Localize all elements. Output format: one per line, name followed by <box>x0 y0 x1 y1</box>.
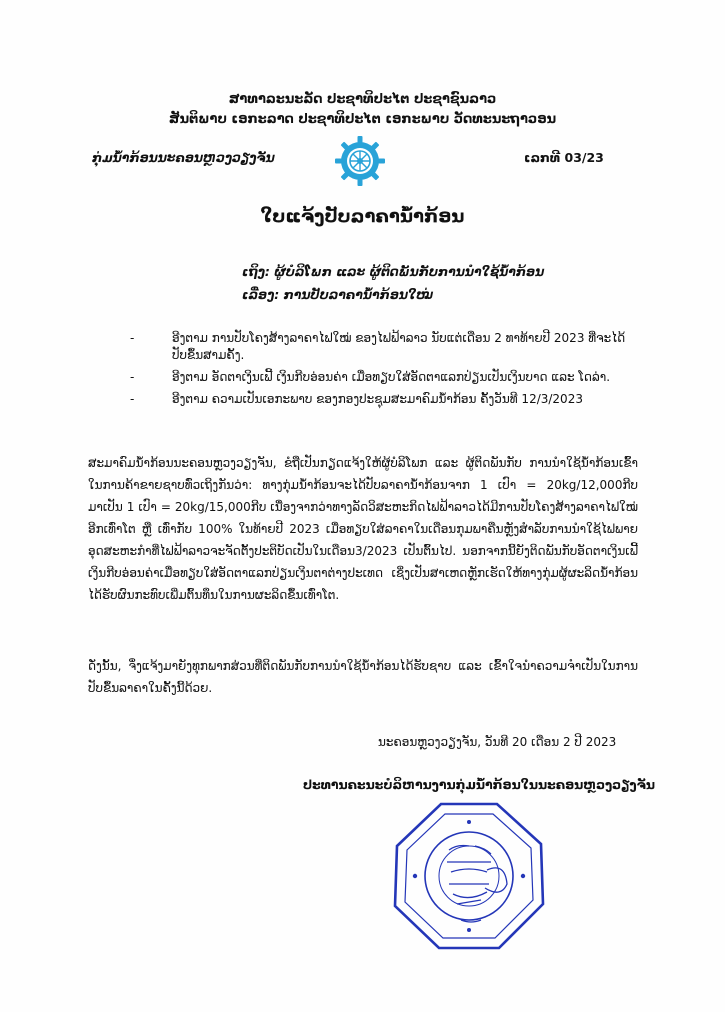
body-paragraph-main: ສະມາຄົມນ້ຳກ້ອນນະຄອນຫຼວງວຽງຈັນ, ຂໍຖືເປັນກຽດແຈ້ງໃຫ້ຜູ້ບໍລິໂພກ ແລະ ຜູ້ຕິດພັນກັບ ການນຳໃຊ້ນ້ຳກ້ອນເຂົ້າໃນການຄ້າຂາຍຊາບທົ່ວເຖິງກັນວ່າ: ທາງກຸ່ມນ້ຳກ້ອນຈະໄດ້ປັບລາຄານ້ຳກ້ອນຈາກ 1 ເປົາ = 20kg/12,000ກີບ ມາເປັນ 1 ເປົາ = 20kg/15,000ກີບ ເນື່ອງຈາກວ່າທາງລັດວິສະຫະກິດໄຟຟ້າລາວໄດ້ມີການປັບໂຄງສ້າງລາຄາໄຟໃໝ່ອີກເທົ່າໂຕ ຫຼື ເທົ່າກັບ 100% ໃນທ້າຍປີ 2023 ເມື່ອທຽບໃສ່ລາຄາໃນເດືອນກຸມພາຄືນຫຼັງສຳລັບການນຳໃຊ້ໄຟພາຍອຸດສະຫະກຳທີ່ໄຟຟ້າລາວຈະຈັດຕັ້ງປະຕິບັດເປັນໃນເດືອນ3/2023 ເປັນຕົ້ນໄປ. ນອກຈາກນີ້ຍັງຕິດພັນກັບອັດຕາເງິນເຟີ້ເງິນກີບອ່ອນຄ່າເມື່ອທຽບໃສ່ອັດຕາແລກປ່ຽນເງິນຕາຕ່າງປະເທດ ເຊິ່ງເປັນສາເຫດຫຼັກເຮັດໃຫ້ທາງກຸ່ມຜູ້ຜະລິດນ້ຳກ້ອນໄດ້ຮັບຜົນກະທົບເພີ່ມຕົ້ນທຶນໃນການຜະລິດຂຶ້ນເທົ່າໂຕ. <box>88 456 638 602</box>
document-number: ເລກທີ 03/23 <box>524 150 604 165</box>
date-line: ນະຄອນຫຼວງວຽງຈັນ, ວັນທີ 20 ເດືອນ 2 ປີ 2023 <box>378 735 617 749</box>
document-title: ໃບແຈ້ງປັບລາຄານ້ຳກ້ອນ <box>260 206 465 227</box>
dharma-wheel-icon <box>333 134 387 188</box>
signatory-title: ປະທານຄະນະບໍລິຫານງານກຸ່ມນ້ຳກ້ອນໃນນະຄອນຫຼວງວຽງຈັນ <box>303 777 655 792</box>
addressee-line: ເຖິງ: ຜູ້ບໍລິໂພກ ແລະ ຜູ້ຕິດພັນກັບການນຳໃຊ້ນ້ຳກ້ອນ <box>242 264 545 279</box>
national-header-line1: ສາທາລະນະລັດ ປະຊາທິປະໄຕ ປະຊາຊົນລາວ <box>228 92 497 107</box>
list-item: - ອີງຕາມ ອັດຕາເງິນເຟີ້ ເງິນກີບອ່ອນຄ່າ ເມື່ອທຽບໃສ່ອັດຕາແລກປ່ຽນເປັນເງິນບາດ ແລະ ໂດລ່າ. <box>130 370 611 384</box>
basis-list <box>130 330 630 413</box>
national-header-line2: ສັນຕິພາບ ເອກະລາດ ປະຊາທິປະໄຕ ເອກະພາບ ວັດທະນະຖາວອນ <box>168 112 557 127</box>
subject-line: ເລື່ອງ: ການປັບລາຄານ້ຳກ້ອນໃໝ່ <box>242 287 434 302</box>
body-paragraph-closing: ດັ່ງນັ້ນ, ຈຶ່ງແຈ້ງມາຍັງທຸກພາກສ່ວນທີ່ຕິດພັນກັບການນຳໃຊ້ນ້ຳກ້ອນໄດ້ຮັບຊາບ ແລະ ເຂົ້າໃຈນຳຄວາມຈຳເປັນໃນການປັບຂຶ້ນລາຄາໃນຄັ້ງນີ້ດ້ວຍ. <box>88 659 638 695</box>
association-name: ກຸ່ມນ້ຳກ້ອນນະຄອນຫຼວງວຽງຈັນ <box>92 150 275 165</box>
list-item-text: ອີງຕາມ ການປັບໂຄງສ້າງລາຄາໄຟໃໝ່ ຂອງໄຟຟ້າລາວ ນັບແຕ່ເດືອນ 2 ທາທ້າຍປີ 2023 ທີ່ຈະໄດ້ປັບຂຶ້ນສາມຄັ້ງ. <box>172 331 626 362</box>
list-item-text: ອີງຕາມ ອັດຕາເງິນເຟີ້ ເງິນກີບອ່ອນຄ່າ ເມື່ອທຽບໃສ່ອັດຕາແລກປ່ຽນເປັນເງິນບາດ ແລະ ໂດລ່າ. <box>172 370 611 384</box>
list-item: - ອີງຕາມ ຄວາມເປັນເອກະພາບ ຂອງກອງປະຊຸມສະມາຄົມນ້ຳກ້ອນ ຄັ້ງວັນທີ 12/3/2023 <box>130 392 583 406</box>
list-item: - ອີງຕາມ ການປັບໂຄງສ້າງລາຄາໄຟໃໝ່ ຂອງໄຟຟ້າລາວ ນັບແຕ່ເດືອນ 2 ທາທ້າຍປີ 2023 ທີ່ຈະໄດ້ປັບຂຶ້ນສາມຄັ້ງ. <box>130 331 626 362</box>
list-item-text: ອີງຕາມ ຄວາມເປັນເອກະພາບ ຂອງກອງປະຊຸມສະມາຄົມນ້ຳກ້ອນ ຄັ້ງວັນທີ 12/3/2023 <box>172 392 583 406</box>
official-seal-stamp <box>391 800 547 952</box>
